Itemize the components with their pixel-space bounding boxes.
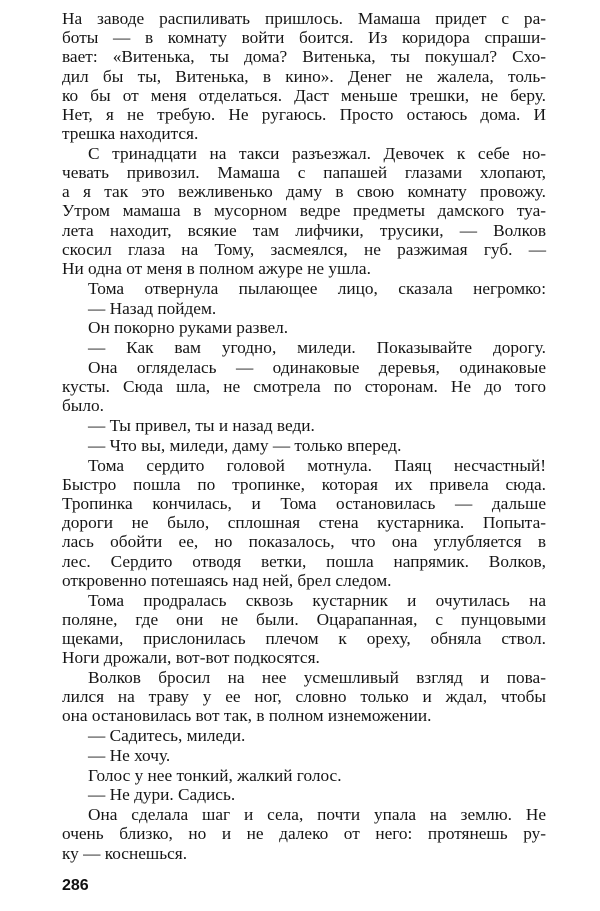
text-line: она остановилась вот так, в полном изнеможении. (62, 706, 432, 726)
page-number: 286 (62, 877, 89, 894)
paragraph (62, 144, 546, 278)
text-line: лес. Сердито отводя ветки, пошла напрямик. Волков, (62, 551, 546, 571)
paragraph (62, 746, 546, 765)
text-line: Тома отвернула пылающее лицо, сказала негромко: (88, 278, 546, 298)
text-line: было. (62, 396, 104, 416)
text-line: очень близко, но и не далеко от него: протянешь ру- (62, 824, 546, 844)
paragraph (62, 668, 546, 726)
paragraph (62, 766, 546, 785)
text-line: боты — в комнату войти боится. Из коридора спраши- (62, 28, 546, 48)
text-line: ку — коснешься. (62, 843, 188, 863)
text-line: Нет, я не требую. Не ругаюсь. Просто остаюсь дома. И (62, 104, 546, 124)
text-line: ко бы от меня отделаться. Даст меньше трешки, не беру. (62, 85, 546, 105)
text-line: На заводе распиливать пришлось. Мамаша придет с ра- (62, 9, 546, 28)
text-line: лился на траву у ее ног, словно только и ждал, чтобы (62, 687, 546, 707)
text-line: лась обойти ее, но показалось, что она углубляется в (62, 532, 546, 552)
paragraph (62, 279, 546, 298)
text-line: Утром мамаша в мусорном ведре предметы дамского туа- (62, 201, 546, 221)
paragraph (62, 726, 546, 745)
text-line: — Как вам угодно, миледи. Показывайте дорогу. (88, 338, 546, 358)
text-line: Ни одна от меня в полном ажуре не ушла. (62, 259, 371, 279)
text-line: а я так это вежливенько даму в свою комнату провожу. (62, 182, 546, 202)
paragraph (62, 299, 546, 318)
text-line: щеками, прислонилась плечом к ореху, обняла ствол. (62, 628, 546, 648)
text-line: дороги не было, сплошная стена кустарника. Попыта- (62, 513, 546, 533)
paragraph (62, 358, 546, 416)
text-line: С тринадцати на такси разъезжал. Девочек к себе но- (88, 143, 546, 163)
paragraph (62, 456, 546, 590)
text-line: Ноги дрожали, вот-вот подкосятся. (62, 648, 320, 668)
text-line: Тома сердито головой мотнула. Паяц несчастный! (88, 455, 546, 475)
text-line: — Не хочу. (88, 745, 171, 765)
text-line: Тропинка кончилась, и Тома остановилась — дальше (62, 494, 546, 514)
paragraph (62, 318, 546, 337)
paragraph (62, 416, 546, 435)
text-line: чевать привозил. Мамаша с папашей глазами хлопают, (62, 163, 546, 183)
text-line: поляне, где они не были. Оцарапанная, с пунцовыми (62, 609, 546, 629)
text-line: Быстро пошла по тропинке, которая их привела сюда. (62, 474, 546, 494)
text-line: Волков бросил на нее усмешливый взгляд и пова- (88, 667, 546, 687)
text-line: кусты. Сюда шла, не смотрела по сторонам. Не до того (62, 377, 546, 397)
text-line: вает: «Витенька, ты дома? Витенька, ты покушал? Схо- (62, 47, 546, 67)
text-line: Он покорно руками развел. (88, 318, 289, 338)
text-line: — Что вы, миледи, даму — только вперед. (88, 435, 402, 455)
text-line: — Назад пойдем. (88, 298, 217, 318)
text-line: трешка находится. (62, 124, 199, 144)
text-line: — Садитесь, миледи. (88, 726, 246, 746)
text-line: Она огляделась — одинаковые деревья, одинаковые (88, 357, 546, 377)
text-line: дил бы ты, Витенька, в кино». Денег не жалела, толь- (62, 66, 546, 86)
text-line: — Ты привел, ты и назад веди. (88, 416, 315, 436)
text-line: Тома продралась сквозь кустарник и очутилась на (88, 590, 546, 610)
text-line: Она сделала шаг и села, почти упала на землю. Не (88, 805, 546, 825)
text-line: скосил глаза на Тому, засмеялся, не разжимая губ. — (62, 239, 546, 259)
text-line: лета находит, всякие там лифчики, трусики, — Волков (62, 220, 546, 240)
paragraph (62, 805, 546, 863)
paragraph (62, 591, 546, 668)
paragraph (62, 9, 546, 143)
book-page-text (62, 9, 546, 863)
text-line: Голос у нее тонкий, жалкий голос. (88, 765, 342, 785)
text-line: — Не дури. Садись. (88, 785, 236, 805)
paragraph (62, 436, 546, 455)
paragraph (62, 785, 546, 804)
paragraph (62, 338, 546, 357)
text-line: откровенно потешаясь над ней, брел следом. (62, 570, 392, 590)
